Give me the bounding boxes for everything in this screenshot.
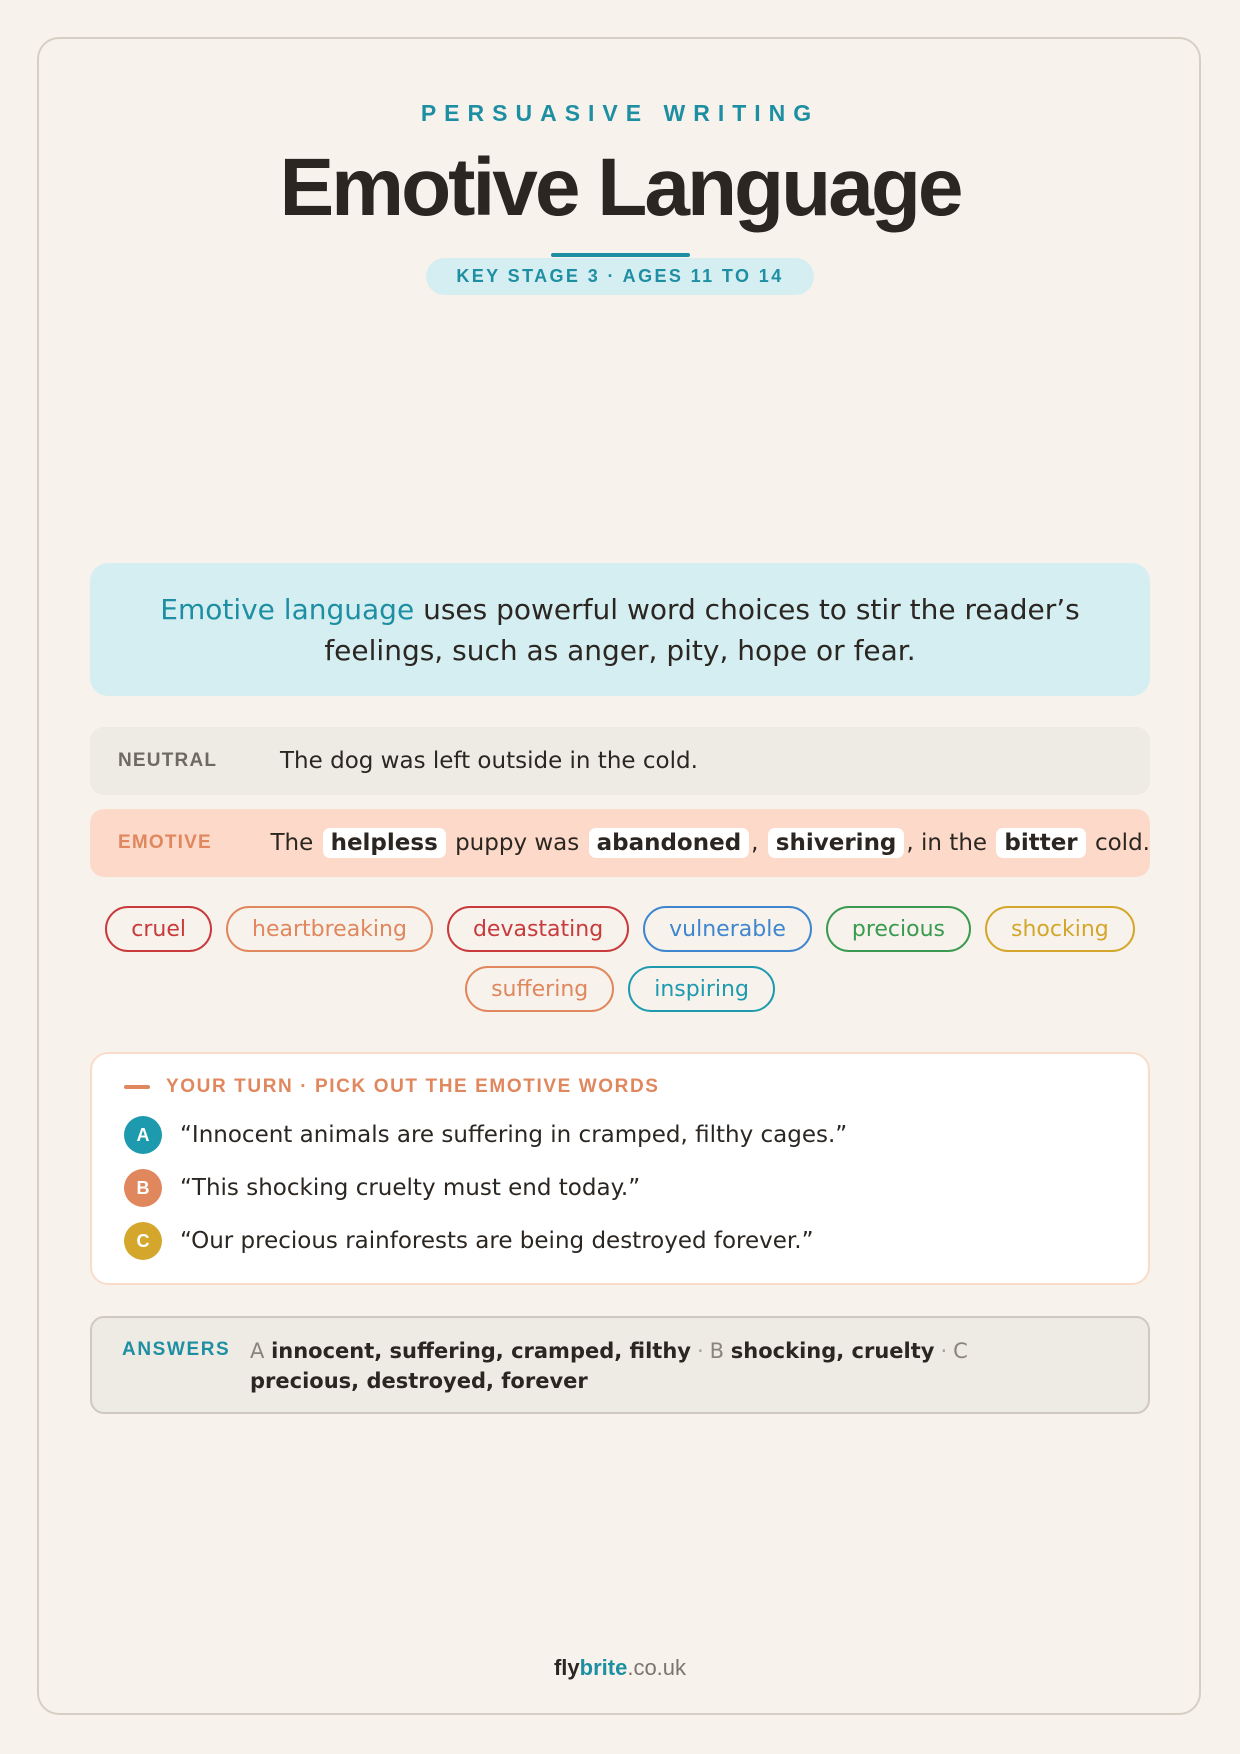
answer-separator: · (940, 1339, 948, 1363)
answer-letter: C (953, 1339, 968, 1363)
sentence-text: The (270, 830, 321, 856)
subject-kicker: PERSUASIVE WRITING (420, 100, 820, 126)
question-text: “Innocent animals are suffering in cramped, filthy cages.” (180, 1122, 848, 1148)
word-pill: shocking (985, 906, 1135, 952)
question-c (124, 1222, 814, 1260)
word-pill: inspiring (628, 966, 775, 1012)
brand-fly: fly (553, 1655, 580, 1680)
answer-letter: A (250, 1339, 265, 1363)
question-badge: C (124, 1222, 162, 1260)
word-pill: devastating (447, 906, 629, 952)
your-turn-heading (124, 1076, 660, 1098)
question-b (124, 1169, 640, 1207)
neutral-sentence: The dog was left outside in the cold. (280, 748, 698, 774)
neutral-example-row (90, 727, 1150, 795)
sentence-text: cold. (1087, 830, 1150, 856)
sentence-text: , (751, 830, 766, 856)
your-turn-heading-text: YOUR TURN · PICK OUT THE EMOTIVE WORDS (166, 1076, 660, 1097)
footer-brand (0, 1655, 1240, 1681)
definition-term: Emotive language (160, 593, 415, 626)
answer-letter: B (709, 1339, 725, 1363)
answers-text (250, 1336, 1030, 1412)
highlighted-word: bitter (996, 828, 1085, 858)
answer-words: innocent, suffering, cramped, filthy (271, 1339, 691, 1363)
highlighted-word: abandoned (589, 828, 750, 858)
your-turn-box (90, 1052, 1150, 1285)
word-bank (90, 906, 1150, 1012)
sentence-text: , in the (906, 830, 995, 856)
answer-words: shocking, cruelty (730, 1339, 935, 1363)
word-pill: heartbreaking (226, 906, 433, 952)
question-text: “This shocking cruelty must end today.” (180, 1175, 641, 1201)
neutral-tag: NEUTRAL (118, 750, 218, 771)
highlighted-word: shivering (768, 828, 905, 858)
word-pill: suffering (465, 966, 614, 1012)
word-pill: cruel (105, 906, 212, 952)
heading-dash (124, 1085, 150, 1089)
question-a (124, 1116, 847, 1154)
definition-box (90, 563, 1150, 696)
question-badge: A (124, 1116, 162, 1154)
brand-brite: brite (579, 1655, 628, 1680)
emotive-sentence (270, 828, 1150, 858)
answers-box (90, 1316, 1150, 1414)
definition-text: uses powerful word choices to stir the reader’s feelings, such as anger, pity, hope or fear. (324, 593, 1080, 667)
key-stage-badge: KEY STAGE 3 · AGES 11 TO 14 (426, 258, 814, 295)
question-text: “Our precious rainforests are being destroyed forever.” (180, 1228, 814, 1254)
answers-label: ANSWERS (122, 1339, 231, 1360)
emotive-tag: EMOTIVE (118, 832, 212, 853)
highlighted-word: helpless (323, 828, 446, 858)
word-pill: precious (826, 906, 971, 952)
title-underline (551, 253, 690, 257)
page-title: Emotive Language (279, 142, 961, 233)
answer-words: precious, destroyed, forever (250, 1369, 588, 1393)
answer-separator: · (696, 1339, 704, 1363)
brand-domain: .co.uk (627, 1655, 687, 1680)
question-badge: B (124, 1169, 162, 1207)
word-pill: vulnerable (643, 906, 812, 952)
sentence-text: puppy was (447, 830, 587, 856)
emotive-example-row (90, 809, 1150, 877)
